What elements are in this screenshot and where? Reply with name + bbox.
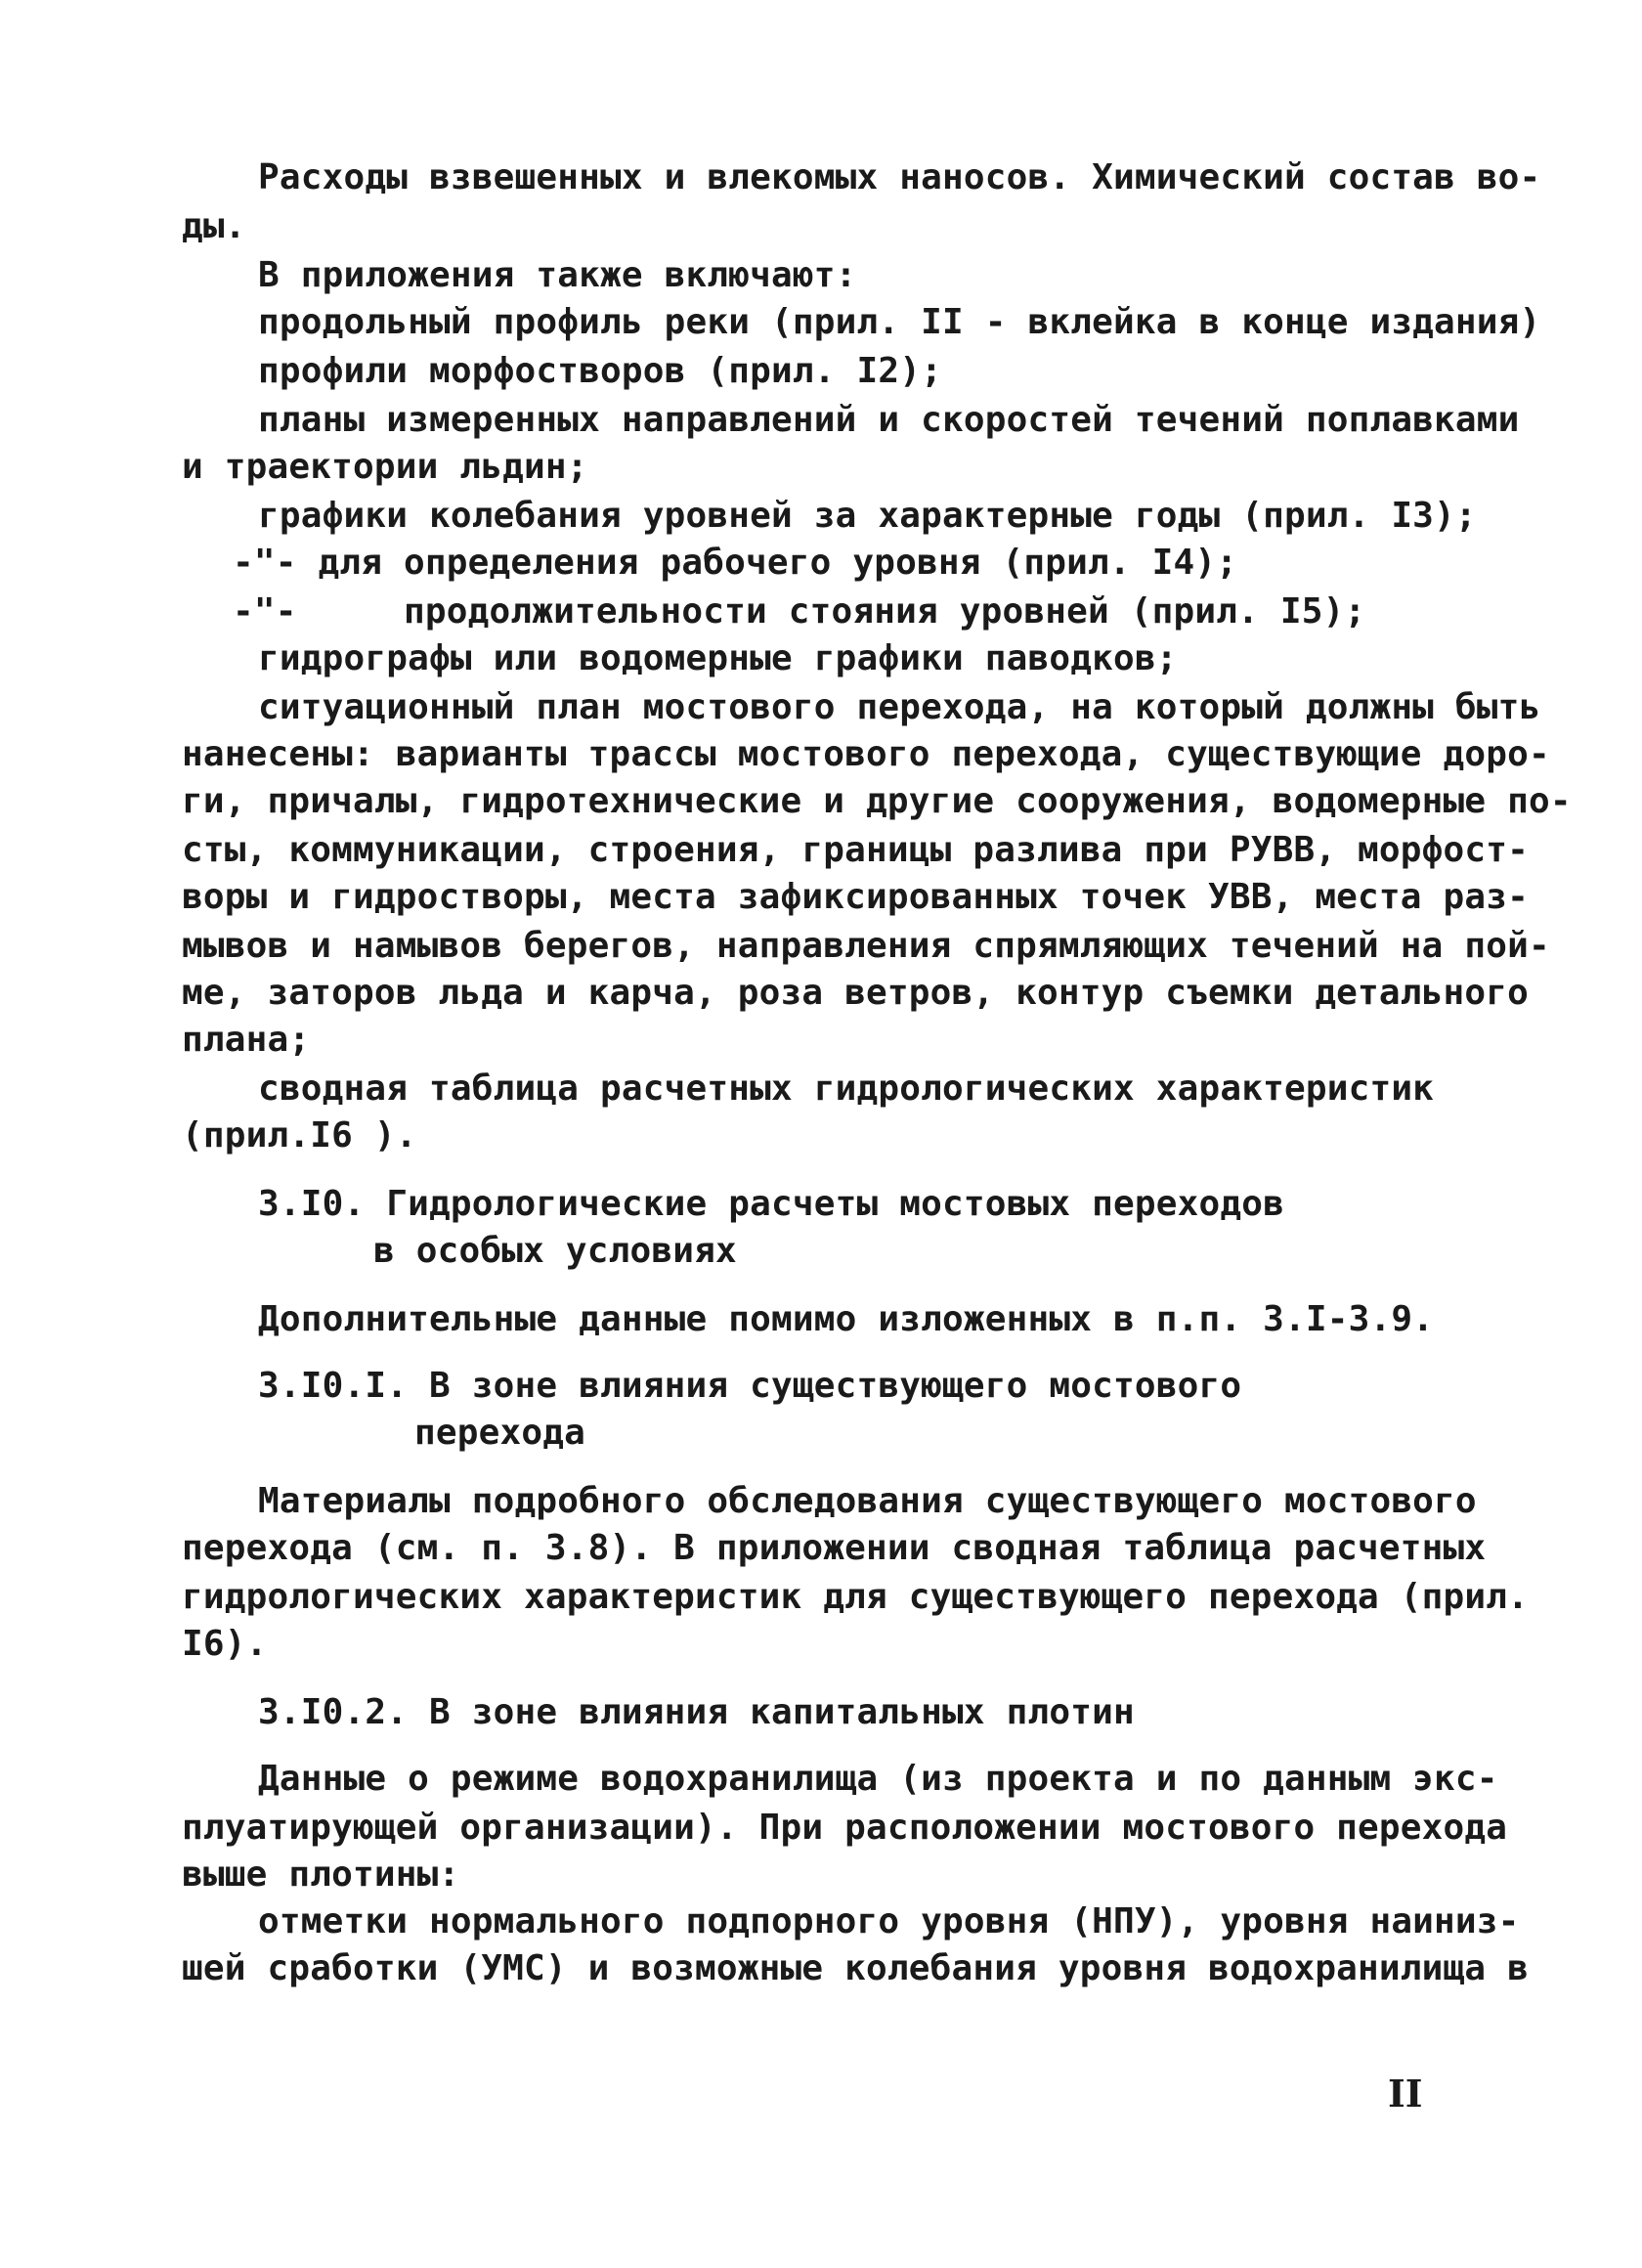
text-line: плана; <box>182 1020 311 1060</box>
text-line: планы измеренных направлений и скоростей течений поплавками <box>258 400 1520 440</box>
text-line: ситуационный план мостового перехода, на который должны быть <box>258 687 1541 727</box>
text-line: Дополнительные данные помимо изложенных в п.п. 3.I-3.9. <box>258 1299 1435 1339</box>
text-line: графики колебания уровней за характерные годы (прил. I3); <box>258 496 1477 536</box>
text-line: (прил.I6 ). <box>182 1115 417 1156</box>
text-line: I6). <box>182 1624 268 1664</box>
page-number: II <box>1388 2072 1423 2115</box>
text-line: мывов и намывов берегов, направления спрямляющих течений на пой- <box>182 926 1550 966</box>
text-line: сты, коммуникации, строения, границы разлива при РУВВ, морфост- <box>182 830 1530 870</box>
text-line: профили морфостворов (прил. I2); <box>258 351 942 391</box>
section-heading: 3.I0.2. В зоне влияния капитальных плотин <box>258 1692 1135 1732</box>
text-line: ме, заторов льда и карча, роза ветров, контур съемки детального <box>182 973 1530 1013</box>
text-line: Расходы взвешенных и влекомых наносов. Химический состав во- <box>258 157 1541 197</box>
text-line: продольный профиль реки (прил. II - вклейка в конце издания) <box>258 302 1541 342</box>
text-line: ги, причалы, гидротехнические и другие сооружения, водомерные по- <box>182 781 1572 821</box>
text-line: гидрологических характеристик для существующего перехода (прил. <box>182 1577 1530 1617</box>
text-line: -"- для определения рабочего уровня (прил. I4); <box>233 543 1238 583</box>
text-line: -"- продолжительности стояния уровней (прил. I5); <box>233 591 1366 632</box>
text-line: шей сработки (УМС) и возможные колебания уровня водохранилища в <box>182 1948 1530 1988</box>
text-line: Данные о режиме водохранилища (из проекта и по данным экс- <box>258 1759 1498 1799</box>
text-line: перехода (см. п. 3.8). В приложении сводная таблица расчетных <box>182 1528 1487 1568</box>
text-line: воры и гидростворы, места зафиксированных точек УВВ, места раз- <box>182 877 1530 917</box>
text-line: выше плотины: <box>182 1854 460 1895</box>
text-line: ды. <box>182 206 246 246</box>
section-heading: перехода <box>414 1413 585 1453</box>
text-line: гидрографы или водомерные графики паводков; <box>258 638 1178 678</box>
section-heading: в особых условиях <box>373 1231 737 1271</box>
text-line: В приложения также включают: <box>258 255 857 295</box>
text-line: Материалы подробного обследования существующего мостового <box>258 1481 1477 1521</box>
section-heading: 3.I0.I. В зоне влияния существующего мостового <box>258 1366 1242 1406</box>
text-line: нанесены: варианты трассы мостового перехода, существующие доро- <box>182 734 1550 774</box>
text-line: и траектории льдин; <box>182 447 588 487</box>
section-heading: 3.I0. Гидрологические расчеты мостовых переходов <box>258 1184 1284 1224</box>
text-line: плуатирующей организации). При расположении мостового перехода <box>182 1808 1508 1848</box>
text-line: отметки нормального подпорного уровня (НПУ), уровня наиниз- <box>258 1901 1520 1941</box>
text-line: сводная таблица расчетных гидрологических характеристик <box>258 1069 1435 1109</box>
